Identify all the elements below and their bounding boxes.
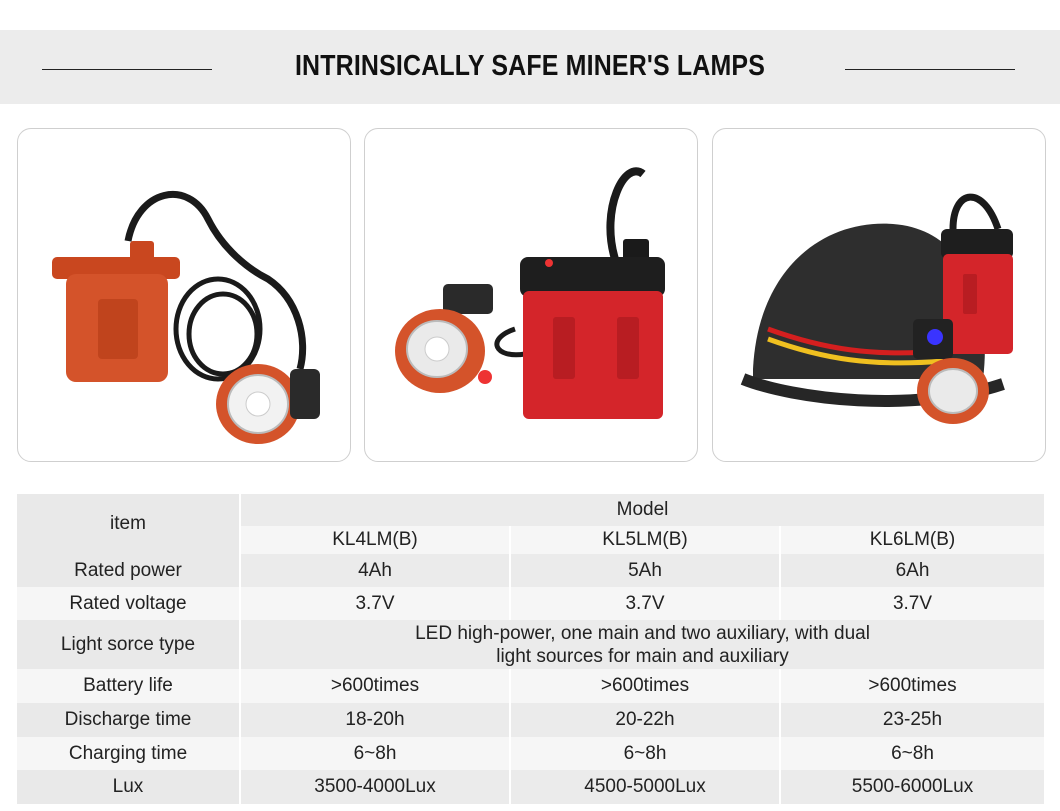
table-cell: 3.7V [781, 587, 1044, 620]
table-cell: 18-20h [241, 703, 509, 737]
model-header: Model [241, 494, 1044, 526]
table-cell: 5Ah [509, 554, 781, 587]
row-label-lux: Lux [17, 770, 241, 804]
row-label-rated-power: Rated power [17, 554, 241, 587]
light-source-line-1: LED high-power, one main and two auxiliary, with dual [415, 622, 870, 644]
table-cell: >600times [241, 669, 509, 703]
table-cell: 20-22h [509, 703, 781, 737]
table-cell: 6Ah [781, 554, 1044, 587]
table-cell: 6~8h [241, 737, 509, 770]
kl6lm-lamp-photo [712, 128, 1046, 462]
page-title: INTRINSICALLY SAFE MINER'S LAMPS [294, 50, 766, 82]
title-rule-right [845, 69, 1015, 70]
table-cell: 23-25h [781, 703, 1044, 737]
table-cell: 4Ah [241, 554, 509, 587]
model-kl4lm: KL4LM(B) [241, 526, 509, 554]
table-cell: 3.7V [241, 587, 509, 620]
title-banner [0, 30, 1060, 104]
table-cell: 5500-6000Lux [781, 770, 1044, 804]
light-source-merged-cell [241, 620, 1044, 669]
item-header: item [17, 494, 241, 554]
table-cell: 4500-5000Lux [509, 770, 781, 804]
table-cell: 6~8h [509, 737, 781, 770]
row-label-light-source-type: Light sorce type [17, 620, 241, 669]
table-cell: 3.7V [509, 587, 781, 620]
light-source-line-2: light sources for main and auxiliary [496, 645, 789, 667]
kl4lm-lamp-photo [17, 128, 351, 462]
row-label-charging-time: Charging time [17, 737, 241, 770]
table-cell: >600times [509, 669, 781, 703]
table-cell: 6~8h [781, 737, 1044, 770]
row-label-battery-life: Battery life [17, 669, 241, 703]
table-cell: 3500-4000Lux [241, 770, 509, 804]
row-label-discharge-time: Discharge time [17, 703, 241, 737]
model-kl6lm: KL6LM(B) [781, 526, 1044, 554]
table-cell: >600times [781, 669, 1044, 703]
model-kl5lm: KL5LM(B) [509, 526, 781, 554]
row-label-rated-voltage: Rated voltage [17, 587, 241, 620]
kl5lm-lamp-photo [364, 128, 698, 462]
spec-table [17, 494, 1044, 804]
